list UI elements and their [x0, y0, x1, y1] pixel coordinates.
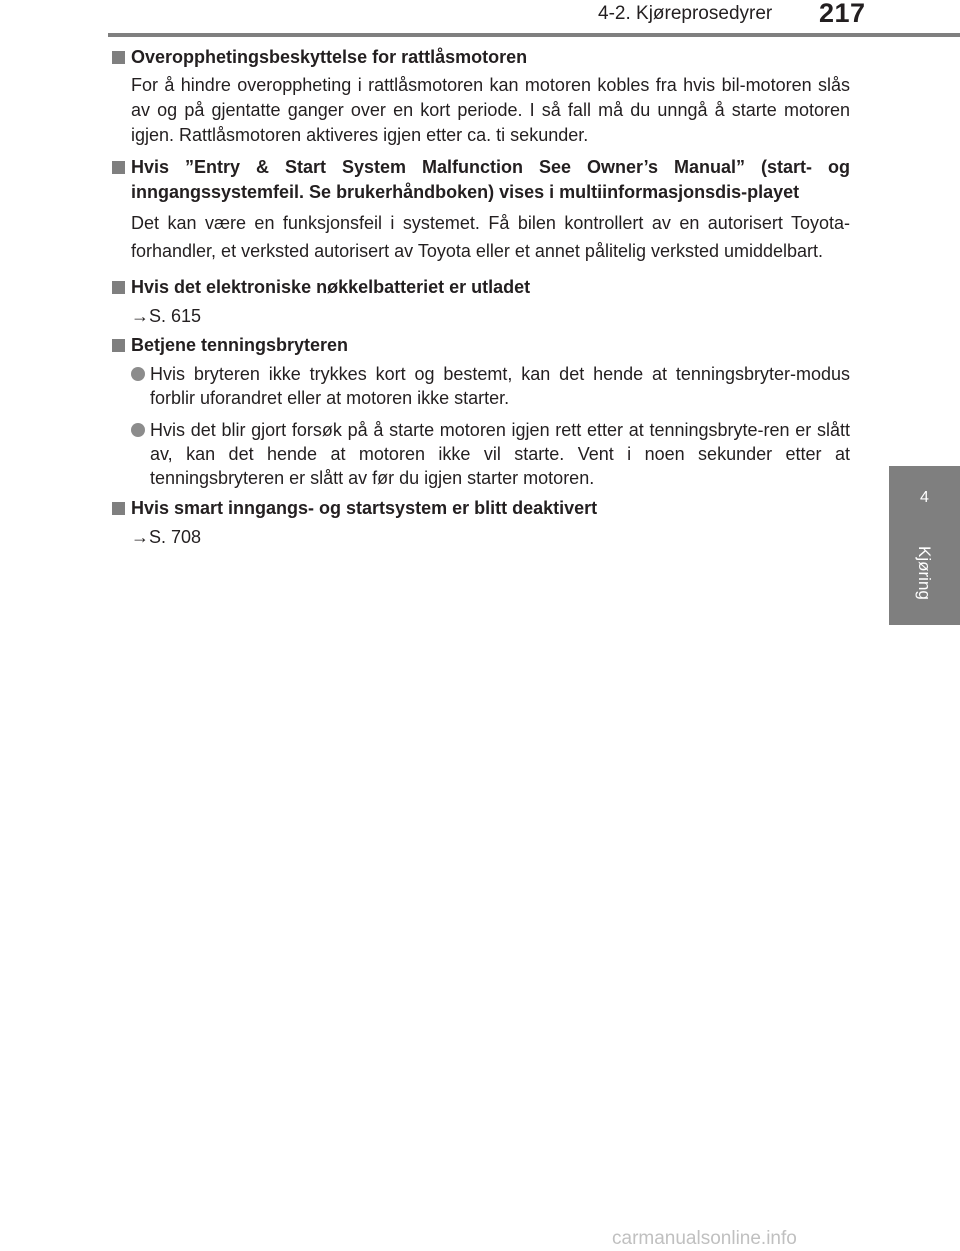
footer-watermark: carmanualsonline.info	[612, 1228, 797, 1249]
section-body: For å hindre overoppheting i rattlåsmotoren kan motoren kobles fra hvis bil-motoren slås av og på gjentatte ganger over en kort periode. I så fall må du unngå å starte motoren igjen. Rattlåsmotoren aktiveres igjen etter ca. ti sekunder.	[131, 75, 850, 145]
section-heading	[110, 155, 850, 205]
section-heading-text: Hvis det elektroniske nøkkelbatteriet er utladet	[131, 277, 531, 297]
section-heading	[110, 45, 850, 70]
section-key-battery	[110, 275, 850, 329]
section-heading	[110, 333, 850, 358]
section-ignition-switch	[110, 333, 850, 490]
chapter-title: 4-2. Kjøreprosedyrer	[598, 3, 773, 24]
page-number: 217	[819, 0, 866, 28]
square-bullet-icon	[112, 161, 125, 174]
page-reference: →S. 708	[131, 527, 202, 547]
side-tab-title: Kjøring	[915, 546, 934, 600]
square-bullet-icon	[112, 502, 125, 515]
list-item-text: Hvis det blir gjort forsøk på å starte motoren igjen rett etter at tenningsbryte-ren er slått av, kan det hende at motoren ikke vil starte. Vent i noen sekunder etter at tenningsbryteren er slått av før du igjen starter motoren.	[150, 420, 850, 488]
section-heading-text: Hvis smart inngangs- og startsystem er blitt deaktivert	[131, 498, 598, 518]
section-heading-text: Overopphetingsbeskyttelse for rattlåsmotoren	[131, 47, 528, 67]
list-item-text: Hvis bryteren ikke trykkes kort og bestemt, kan det hende at tenningsbryter-modus forblir uforandret eller at motoren ikke starter.	[150, 364, 850, 408]
list-item	[110, 418, 850, 490]
chapter-side-tab	[889, 466, 960, 625]
page-content	[110, 45, 850, 550]
square-bullet-icon	[112, 281, 125, 294]
side-tab-number: 4	[920, 489, 929, 506]
page-reference: →S. 615	[131, 306, 202, 326]
round-bullet-icon	[131, 367, 145, 381]
section-heading	[110, 275, 850, 300]
round-bullet-icon	[131, 423, 145, 437]
section-heading-text: Hvis ”Entry & Start System Malfunction See Owner’s Manual” (start- og inngangssystemfeil. Se brukerhåndboken) vises i multiinformasjonsdis-playet	[131, 157, 850, 202]
square-bullet-icon	[112, 51, 125, 64]
square-bullet-icon	[112, 339, 125, 352]
section-system-malfunction	[110, 155, 850, 265]
section-smart-entry-deactivated	[110, 496, 850, 550]
section-heading	[110, 496, 850, 521]
section-heading-text: Betjene tenningsbryteren	[131, 335, 349, 355]
header-divider	[108, 33, 960, 37]
section-body: Det kan være en funksjonsfeil i systemet. Få bilen kontrollert av en autorisert Toyota-forhandler, et verksted autorisert av Toyota eller et annet pålitelig verksted umiddelbart.	[131, 213, 850, 261]
section-steering-lock-overheat	[110, 45, 850, 148]
list-item	[110, 362, 850, 410]
